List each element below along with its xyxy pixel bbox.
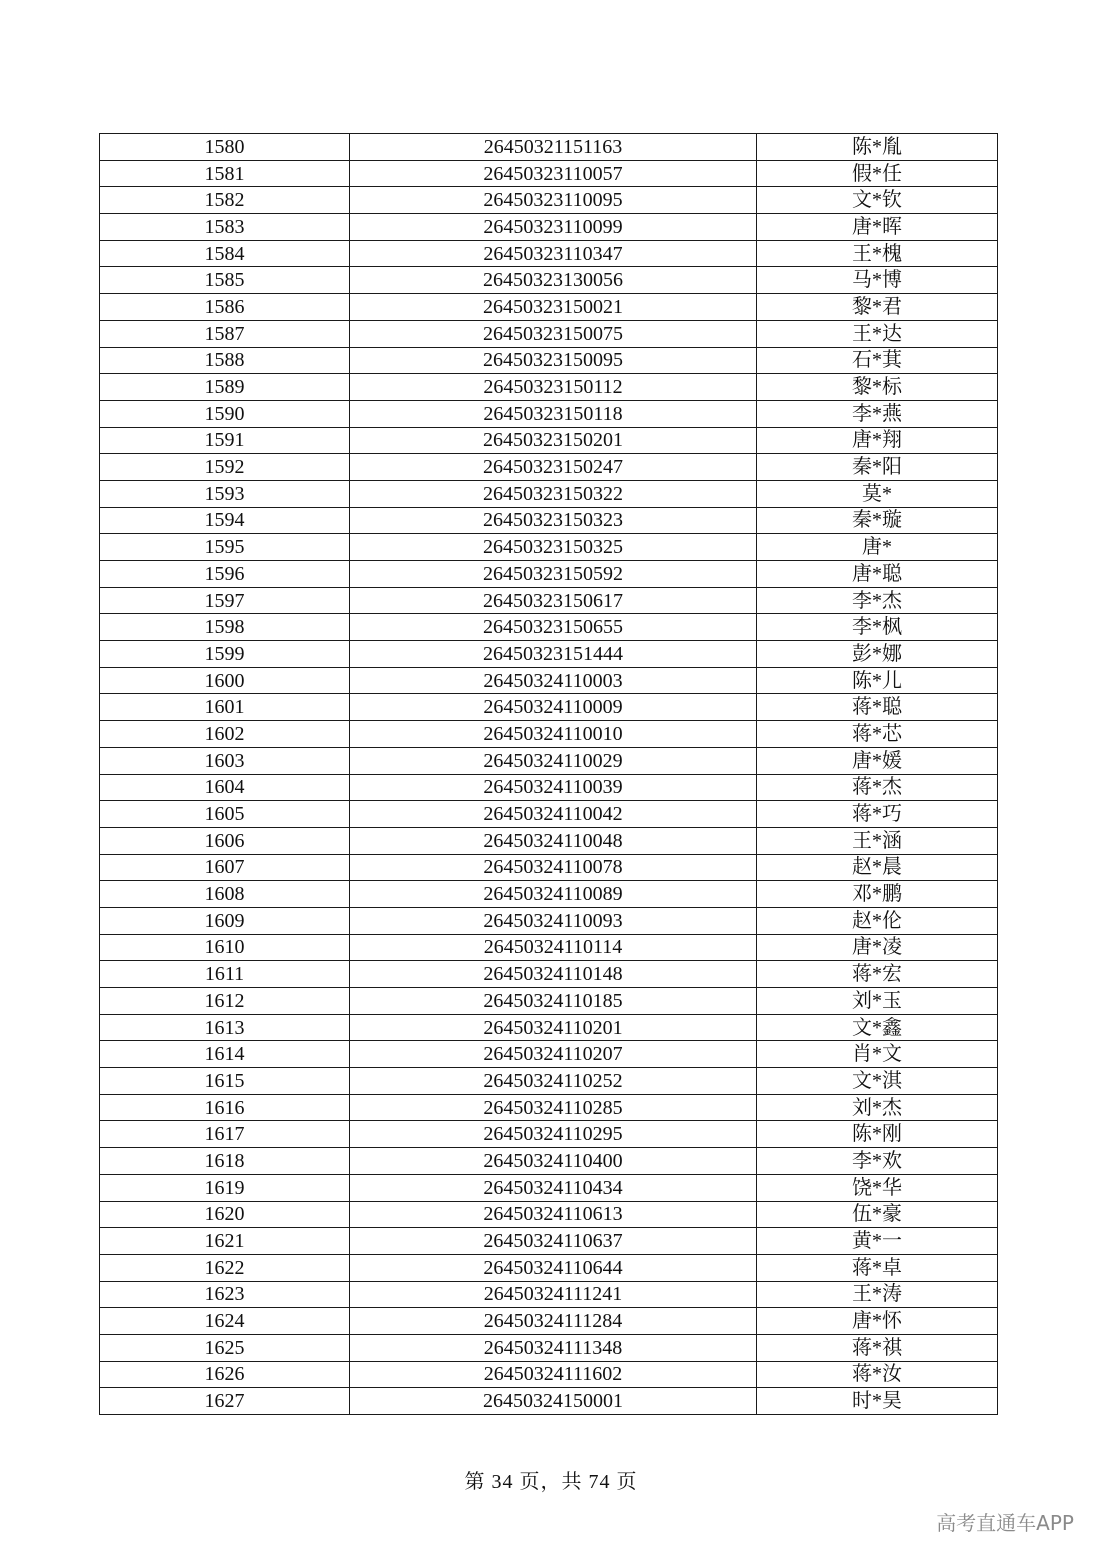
row-index-cell: 1611 <box>100 961 350 988</box>
table-row <box>100 1388 998 1415</box>
name-cell: 王*涵 <box>757 827 998 854</box>
name-cell: 李*杰 <box>757 587 998 614</box>
name-cell: 邓*鹏 <box>757 881 998 908</box>
name-cell: 陈*儿 <box>757 667 998 694</box>
row-index-cell: 1591 <box>100 427 350 454</box>
table-row <box>100 907 998 934</box>
name-cell: 陈*胤 <box>757 134 998 161</box>
exam-number-cell: 26450324110434 <box>350 1174 757 1201</box>
table-row <box>100 214 998 241</box>
exam-number-cell: 26450324110148 <box>350 961 757 988</box>
table-row <box>100 187 998 214</box>
table-row <box>100 827 998 854</box>
name-cell: 蒋*宏 <box>757 961 998 988</box>
exam-number-cell: 26450324110400 <box>350 1148 757 1175</box>
exam-number-cell: 26450323150118 <box>350 400 757 427</box>
name-cell: 刘*杰 <box>757 1094 998 1121</box>
candidate-table-body <box>100 134 998 1415</box>
name-cell: 蒋*卓 <box>757 1254 998 1281</box>
name-cell: 唐*翔 <box>757 427 998 454</box>
exam-number-cell: 26450324110048 <box>350 827 757 854</box>
name-cell: 李*枫 <box>757 614 998 641</box>
row-index-cell: 1624 <box>100 1308 350 1335</box>
exam-number-cell: 26450323151444 <box>350 641 757 668</box>
table-row <box>100 641 998 668</box>
exam-number-cell: 26450324110039 <box>350 774 757 801</box>
page-number: 第 34 页，共 74 页 <box>464 1471 638 1493</box>
exam-number-cell: 26450321151163 <box>350 134 757 161</box>
table-row <box>100 1148 998 1175</box>
row-index-cell: 1589 <box>100 374 350 401</box>
name-cell: 文*钦 <box>757 187 998 214</box>
exam-number-cell: 26450324110252 <box>350 1068 757 1095</box>
exam-number-cell: 26450324110089 <box>350 881 757 908</box>
row-index-cell: 1621 <box>100 1228 350 1255</box>
exam-number-cell: 26450324110185 <box>350 988 757 1015</box>
row-index-cell: 1627 <box>100 1388 350 1415</box>
table-row <box>100 427 998 454</box>
row-index-cell: 1602 <box>100 721 350 748</box>
exam-number-cell: 26450323150592 <box>350 561 757 588</box>
exam-number-cell: 26450323130056 <box>350 267 757 294</box>
row-index-cell: 1617 <box>100 1121 350 1148</box>
name-cell: 秦*璇 <box>757 507 998 534</box>
exam-number-cell: 26450324111602 <box>350 1361 757 1388</box>
table-row <box>100 774 998 801</box>
row-index-cell: 1612 <box>100 988 350 1015</box>
row-index-cell: 1626 <box>100 1361 350 1388</box>
exam-number-cell: 26450324110078 <box>350 854 757 881</box>
exam-number-cell: 26450323110347 <box>350 240 757 267</box>
exam-number-cell: 26450324110637 <box>350 1228 757 1255</box>
watermark-text: 高考直通车APP <box>936 1511 1074 1535</box>
row-index-cell: 1620 <box>100 1201 350 1228</box>
exam-number-cell: 26450323150322 <box>350 480 757 507</box>
name-cell: 伍*豪 <box>757 1201 998 1228</box>
table-row <box>100 160 998 187</box>
row-index-cell: 1586 <box>100 294 350 321</box>
table-row <box>100 294 998 321</box>
exam-number-cell: 26450324110003 <box>350 667 757 694</box>
row-index-cell: 1607 <box>100 854 350 881</box>
table-row <box>100 1281 998 1308</box>
table-row <box>100 534 998 561</box>
exam-number-cell: 26450323110099 <box>350 214 757 241</box>
row-index-cell: 1605 <box>100 801 350 828</box>
row-index-cell: 1616 <box>100 1094 350 1121</box>
row-index-cell: 1614 <box>100 1041 350 1068</box>
table-row <box>100 347 998 374</box>
exam-number-cell: 26450323150247 <box>350 454 757 481</box>
name-cell: 石*萁 <box>757 347 998 374</box>
table-row <box>100 694 998 721</box>
row-index-cell: 1608 <box>100 881 350 908</box>
row-index-cell: 1584 <box>100 240 350 267</box>
row-index-cell: 1580 <box>100 134 350 161</box>
table-row <box>100 587 998 614</box>
name-cell: 唐*聪 <box>757 561 998 588</box>
row-index-cell: 1600 <box>100 667 350 694</box>
name-cell: 假*任 <box>757 160 998 187</box>
exam-number-cell: 26450323150021 <box>350 294 757 321</box>
name-cell: 肖*文 <box>757 1041 998 1068</box>
table-row <box>100 267 998 294</box>
row-index-cell: 1610 <box>100 934 350 961</box>
row-index-cell: 1588 <box>100 347 350 374</box>
exam-number-cell: 26450324110201 <box>350 1014 757 1041</box>
name-cell: 蒋*祺 <box>757 1334 998 1361</box>
row-index-cell: 1592 <box>100 454 350 481</box>
table-row <box>100 801 998 828</box>
name-cell: 唐*媛 <box>757 747 998 774</box>
row-index-cell: 1623 <box>100 1281 350 1308</box>
name-cell: 王*涛 <box>757 1281 998 1308</box>
table-row <box>100 374 998 401</box>
exam-number-cell: 26450324110644 <box>350 1254 757 1281</box>
name-cell: 唐*怀 <box>757 1308 998 1335</box>
name-cell: 王*槐 <box>757 240 998 267</box>
table-row <box>100 400 998 427</box>
exam-number-cell: 26450323150323 <box>350 507 757 534</box>
row-index-cell: 1595 <box>100 534 350 561</box>
name-cell: 时*昊 <box>757 1388 998 1415</box>
name-cell: 黎*君 <box>757 294 998 321</box>
name-cell: 黎*标 <box>757 374 998 401</box>
table-row <box>100 1094 998 1121</box>
table-row <box>100 988 998 1015</box>
table-row <box>100 1174 998 1201</box>
name-cell: 陈*刚 <box>757 1121 998 1148</box>
name-cell: 唐* <box>757 534 998 561</box>
table-row <box>100 1068 998 1095</box>
name-cell: 蒋*聪 <box>757 694 998 721</box>
name-cell: 文*鑫 <box>757 1014 998 1041</box>
row-index-cell: 1596 <box>100 561 350 588</box>
candidate-table <box>99 133 998 1415</box>
row-index-cell: 1598 <box>100 614 350 641</box>
row-index-cell: 1615 <box>100 1068 350 1095</box>
table-row <box>100 1334 998 1361</box>
name-cell: 蒋*杰 <box>757 774 998 801</box>
table-row <box>100 1254 998 1281</box>
exam-number-cell: 26450324110010 <box>350 721 757 748</box>
table-row <box>100 721 998 748</box>
table-row <box>100 1361 998 1388</box>
exam-number-cell: 26450324110207 <box>350 1041 757 1068</box>
table-row <box>100 454 998 481</box>
row-index-cell: 1618 <box>100 1148 350 1175</box>
row-index-cell: 1604 <box>100 774 350 801</box>
exam-number-cell: 26450324110029 <box>350 747 757 774</box>
name-cell: 蒋*芯 <box>757 721 998 748</box>
exam-number-cell: 26450323150112 <box>350 374 757 401</box>
exam-number-cell: 26450324111348 <box>350 1334 757 1361</box>
row-index-cell: 1609 <box>100 907 350 934</box>
name-cell: 蒋*巧 <box>757 801 998 828</box>
row-index-cell: 1622 <box>100 1254 350 1281</box>
row-index-cell: 1581 <box>100 160 350 187</box>
table-row <box>100 1121 998 1148</box>
row-index-cell: 1597 <box>100 587 350 614</box>
row-index-cell: 1625 <box>100 1334 350 1361</box>
row-index-cell: 1582 <box>100 187 350 214</box>
name-cell: 莫* <box>757 480 998 507</box>
exam-number-cell: 26450324110114 <box>350 934 757 961</box>
table-row <box>100 507 998 534</box>
name-cell: 唐*凌 <box>757 934 998 961</box>
row-index-cell: 1587 <box>100 320 350 347</box>
table-row <box>100 1228 998 1255</box>
name-cell: 蒋*汝 <box>757 1361 998 1388</box>
exam-number-cell: 26450324111241 <box>350 1281 757 1308</box>
name-cell: 文*淇 <box>757 1068 998 1095</box>
exam-number-cell: 26450324110285 <box>350 1094 757 1121</box>
exam-number-cell: 26450324110093 <box>350 907 757 934</box>
exam-number-cell: 26450324110295 <box>350 1121 757 1148</box>
row-index-cell: 1599 <box>100 641 350 668</box>
name-cell: 王*达 <box>757 320 998 347</box>
table-row <box>100 320 998 347</box>
name-cell: 秦*阳 <box>757 454 998 481</box>
row-index-cell: 1606 <box>100 827 350 854</box>
row-index-cell: 1593 <box>100 480 350 507</box>
row-index-cell: 1585 <box>100 267 350 294</box>
table-row <box>100 854 998 881</box>
table-row <box>100 881 998 908</box>
table-row <box>100 1041 998 1068</box>
exam-number-cell: 26450323150617 <box>350 587 757 614</box>
exam-number-cell: 26450323150325 <box>350 534 757 561</box>
table-row <box>100 667 998 694</box>
row-index-cell: 1594 <box>100 507 350 534</box>
name-cell: 彭*娜 <box>757 641 998 668</box>
table-row <box>100 1201 998 1228</box>
row-index-cell: 1603 <box>100 747 350 774</box>
exam-number-cell: 26450324110009 <box>350 694 757 721</box>
table-row <box>100 1308 998 1335</box>
row-index-cell: 1601 <box>100 694 350 721</box>
exam-number-cell: 26450324150001 <box>350 1388 757 1415</box>
row-index-cell: 1619 <box>100 1174 350 1201</box>
name-cell: 刘*玉 <box>757 988 998 1015</box>
row-index-cell: 1583 <box>100 214 350 241</box>
table-row <box>100 747 998 774</box>
exam-number-cell: 26450324111284 <box>350 1308 757 1335</box>
exam-number-cell: 26450324110613 <box>350 1201 757 1228</box>
exam-number-cell: 26450323150201 <box>350 427 757 454</box>
row-index-cell: 1613 <box>100 1014 350 1041</box>
name-cell: 饶*华 <box>757 1174 998 1201</box>
name-cell: 李*燕 <box>757 400 998 427</box>
table-row <box>100 561 998 588</box>
name-cell: 马*博 <box>757 267 998 294</box>
name-cell: 唐*晖 <box>757 214 998 241</box>
table-row <box>100 480 998 507</box>
exam-number-cell: 26450323150655 <box>350 614 757 641</box>
exam-number-cell: 26450323110095 <box>350 187 757 214</box>
exam-number-cell: 26450323150095 <box>350 347 757 374</box>
name-cell: 李*欢 <box>757 1148 998 1175</box>
exam-number-cell: 26450323150075 <box>350 320 757 347</box>
table-row <box>100 1014 998 1041</box>
exam-number-cell: 26450324110042 <box>350 801 757 828</box>
table-row <box>100 614 998 641</box>
row-index-cell: 1590 <box>100 400 350 427</box>
name-cell: 黄*一 <box>757 1228 998 1255</box>
table-row <box>100 934 998 961</box>
table-row <box>100 961 998 988</box>
name-cell: 赵*晨 <box>757 854 998 881</box>
name-cell: 赵*伦 <box>757 907 998 934</box>
table-row <box>100 240 998 267</box>
table-row <box>100 134 998 161</box>
exam-number-cell: 26450323110057 <box>350 160 757 187</box>
